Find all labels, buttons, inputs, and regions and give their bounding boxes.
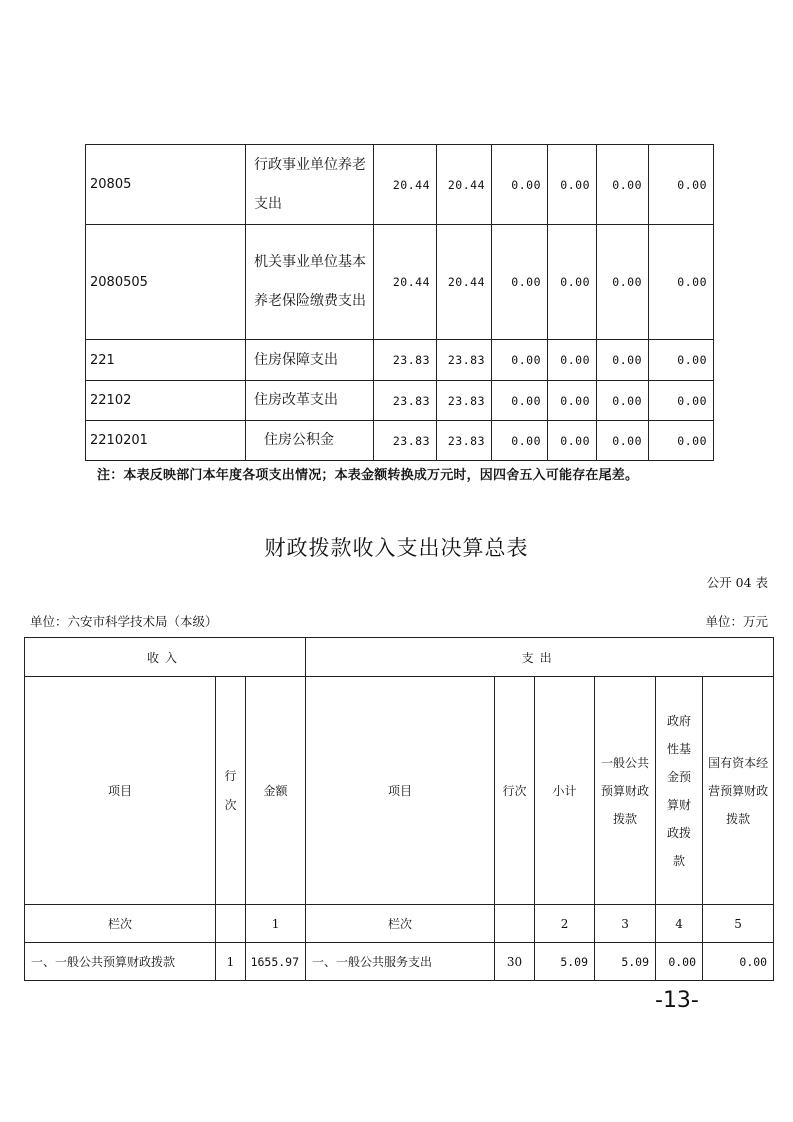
col-row-no: 行次 bbox=[216, 677, 246, 905]
col-subtotal: 小计 bbox=[535, 677, 595, 905]
row-value: 23.83 bbox=[437, 421, 492, 461]
lanci-label: 栏次 bbox=[25, 905, 216, 943]
row-code: 22102 bbox=[86, 381, 246, 421]
col-amount: 金额 bbox=[246, 677, 306, 905]
row-value: 20.44 bbox=[437, 145, 492, 225]
row-value: 0.00 bbox=[649, 340, 714, 381]
income-item: 一、一般公共预算财政拨款 bbox=[25, 943, 216, 981]
unit-organization: 单位：六安市科学技术局（本级） bbox=[30, 614, 218, 629]
row-name: 机关事业单位基本养老保险缴费支出 bbox=[246, 225, 374, 340]
col-row-no2: 行次 bbox=[495, 677, 535, 905]
row-value: 0.00 bbox=[548, 381, 597, 421]
row-code: 221 bbox=[86, 340, 246, 381]
row-value: 0.00 bbox=[492, 340, 548, 381]
row-name: 住房改革支出 bbox=[246, 381, 374, 421]
row-name: 住房保障支出 bbox=[246, 340, 374, 381]
lanci-4: 4 bbox=[656, 905, 703, 943]
row-value: 0.00 bbox=[649, 421, 714, 461]
row-value: 0.00 bbox=[649, 225, 714, 340]
col-general: 一般公共预算财政拨款 bbox=[595, 677, 656, 905]
page-number: -13- bbox=[655, 988, 699, 1013]
row-value: 0.00 bbox=[597, 225, 649, 340]
row-value: 23.83 bbox=[374, 340, 437, 381]
row-value: 20.44 bbox=[374, 145, 437, 225]
table-row bbox=[86, 225, 714, 340]
table-row bbox=[25, 943, 774, 981]
subtotal-value: 5.09 bbox=[535, 943, 595, 981]
row-code: 20805 bbox=[86, 145, 246, 225]
row-value: 0.00 bbox=[597, 340, 649, 381]
col-state-capital: 国有资本经营预算财政拨款 bbox=[703, 677, 774, 905]
row-value: 0.00 bbox=[649, 145, 714, 225]
table-row bbox=[86, 381, 714, 421]
col-item2: 项目 bbox=[306, 677, 495, 905]
gov-fund-value: 0.00 bbox=[656, 943, 703, 981]
row-value: 23.83 bbox=[437, 340, 492, 381]
unit-currency: 单位：万元 bbox=[705, 614, 768, 629]
row-value: 23.83 bbox=[437, 381, 492, 421]
general-value: 5.09 bbox=[595, 943, 656, 981]
row-code: 2080505 bbox=[86, 225, 246, 340]
row-name: 行政事业单位养老支出 bbox=[246, 145, 374, 225]
table-row bbox=[86, 340, 714, 381]
expense-row-no: 30 bbox=[495, 943, 535, 981]
row-value: 0.00 bbox=[649, 381, 714, 421]
row-value: 20.44 bbox=[374, 225, 437, 340]
row-value: 23.83 bbox=[374, 381, 437, 421]
row-name: 住房公积金 bbox=[246, 421, 374, 461]
expense-header: 支出 bbox=[306, 638, 774, 677]
income-amount: 1655.97 bbox=[246, 943, 306, 981]
table-header-row bbox=[25, 677, 774, 905]
lanci-5: 5 bbox=[703, 905, 774, 943]
row-value: 0.00 bbox=[548, 225, 597, 340]
row-value: 0.00 bbox=[492, 381, 548, 421]
table-number: 公开 04 表 bbox=[706, 575, 768, 590]
table-note: 注：本表反映部门本年度各项支出情况；本表金额转换成万元时，因四舍五入可能存在尾差。 bbox=[97, 468, 639, 483]
row-code: 2210201 bbox=[86, 421, 246, 461]
lanci-label2: 栏次 bbox=[306, 905, 495, 943]
row-value: 0.00 bbox=[492, 225, 548, 340]
col-gov-fund: 政府性基金预算财政拨款 bbox=[656, 677, 703, 905]
lanci-1: 1 bbox=[246, 905, 306, 943]
row-value: 0.00 bbox=[548, 421, 597, 461]
fiscal-appropriation-table bbox=[24, 637, 774, 981]
table-row bbox=[86, 421, 714, 461]
lanci-2: 2 bbox=[535, 905, 595, 943]
row-value: 0.00 bbox=[492, 145, 548, 225]
page-title: 财政拨款收入支出决算总表 bbox=[264, 536, 529, 560]
row-value: 0.00 bbox=[597, 421, 649, 461]
row-value: 20.44 bbox=[437, 225, 492, 340]
state-capital-value: 0.00 bbox=[703, 943, 774, 981]
lanci-3: 3 bbox=[595, 905, 656, 943]
expense-item: 一、一般公共服务支出 bbox=[306, 943, 495, 981]
row-value: 0.00 bbox=[597, 145, 649, 225]
row-value: 0.00 bbox=[548, 145, 597, 225]
row-value: 23.83 bbox=[374, 421, 437, 461]
expenditure-detail-table bbox=[85, 144, 714, 461]
income-header: 收入 bbox=[25, 638, 306, 677]
row-value: 0.00 bbox=[597, 381, 649, 421]
table-row bbox=[25, 905, 774, 943]
table-row bbox=[86, 145, 714, 225]
row-value: 0.00 bbox=[548, 340, 597, 381]
income-row-no: 1 bbox=[216, 943, 246, 981]
row-value: 0.00 bbox=[492, 421, 548, 461]
col-item: 项目 bbox=[25, 677, 216, 905]
table-header-row bbox=[25, 638, 774, 677]
